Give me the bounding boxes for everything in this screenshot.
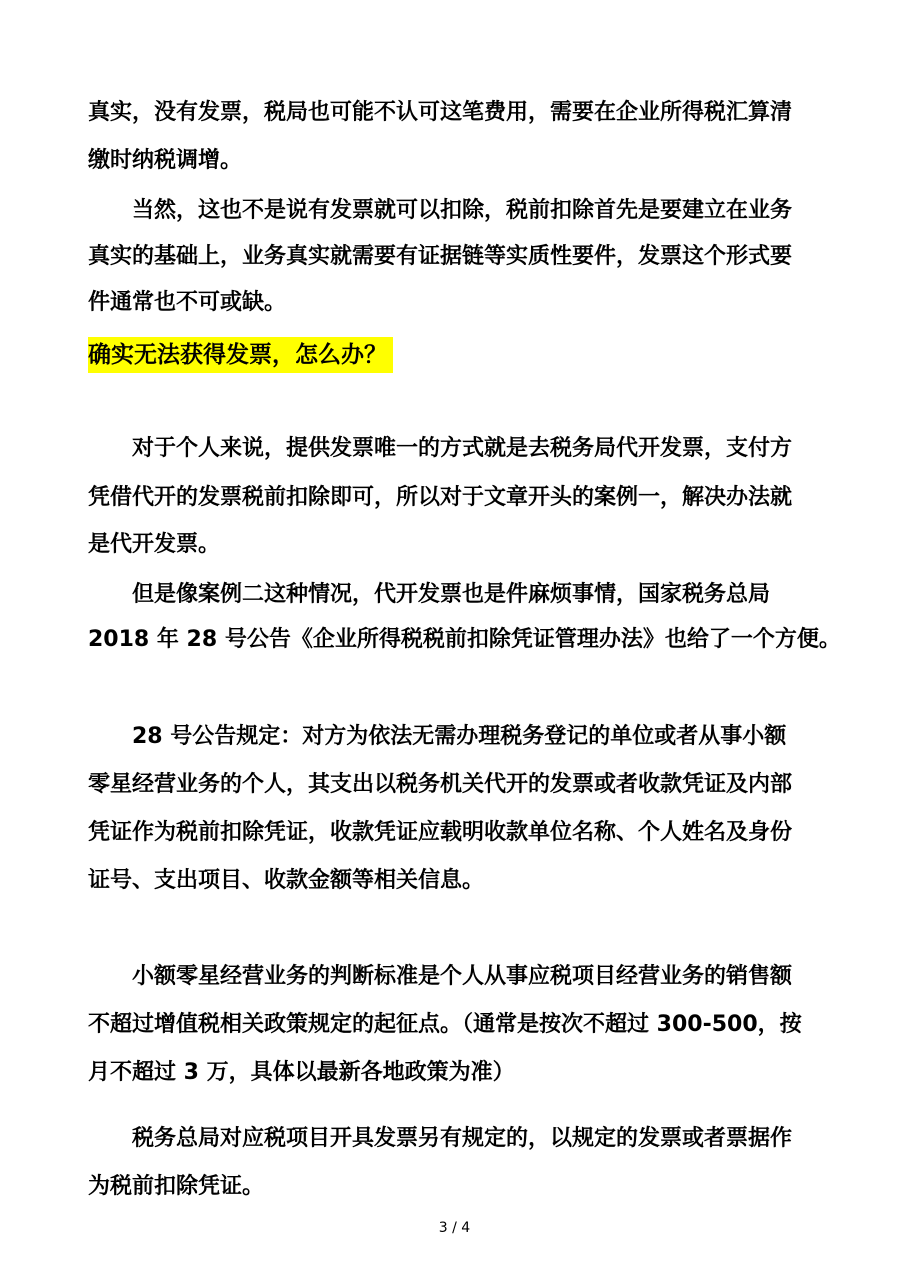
paragraph-2-line-1: 当然，这也不是说有发票就可以扣除，税前扣除首先是要建立在业务 [132, 198, 793, 223]
paragraph-5-line-4: 证号、支出项目、收款金额等相关信息。 [88, 868, 485, 893]
paragraph-3-line-2: 凭借代开的发票税前扣除即可，所以对于文章开头的案例一，解决办法就 [88, 485, 793, 510]
paragraph-2-line-2: 真实的基础上，业务真实就需要有证据链等实质性要件，发票这个形式要 [88, 244, 793, 269]
paragraph-2-line-3: 件通常也不可或缺。 [88, 290, 287, 315]
paragraph-3-line-1: 对于个人来说，提供发票唯一的方式就是去税务局代开发票，支付方 [132, 436, 793, 461]
paragraph-1-line-2: 缴时纳税调增。 [88, 148, 243, 173]
page-number: 3 / 4 [438, 1220, 471, 1236]
paragraph-6-line-2: 不超过增值税相关政策规定的起征点。（通常是按次不超过 300-500，按 [88, 1012, 802, 1037]
paragraph-3-line-3: 是代开发票。 [88, 532, 221, 557]
paragraph-7-line-2: 为税前扣除凭证。 [88, 1174, 265, 1199]
paragraph-5-line-2: 零星经营业务的个人，其支出以税务机关代开的发票或者收款凭证及内部 [88, 772, 793, 797]
paragraph-4-line-2: 2018 年 28 号公告《企业所得税税前扣除凭证管理办法》也给了一个方便。 [88, 627, 841, 652]
paragraph-5-line-3: 凭证作为税前扣除凭证，收款凭证应载明收款单位名称、个人姓名及身份 [88, 820, 793, 845]
paragraph-6-line-1: 小额零星经营业务的判断标准是个人从事应税项目经营业务的销售额 [132, 964, 793, 989]
paragraph-6-line-3: 月不超过 3 万，具体以最新各地政策为准） [88, 1060, 515, 1085]
paragraph-5-line-1: 28 号公告规定：对方为依法无需办理税务登记的单位或者从事小额 [132, 724, 787, 749]
paragraph-7-line-1: 税务总局对应税项目开具发票另有规定的，以规定的发票或者票据作 [132, 1126, 793, 1151]
paragraph-1-line-1: 真实，没有发票，税局也可能不认可这笔费用，需要在企业所得税汇算清 [88, 100, 793, 125]
section-heading: 确实无法获得发票，怎么办？ [88, 337, 393, 373]
paragraph-4-line-1: 但是像案例二这种情况，代开发票也是件麻烦事情，国家税务总局 [132, 582, 771, 607]
